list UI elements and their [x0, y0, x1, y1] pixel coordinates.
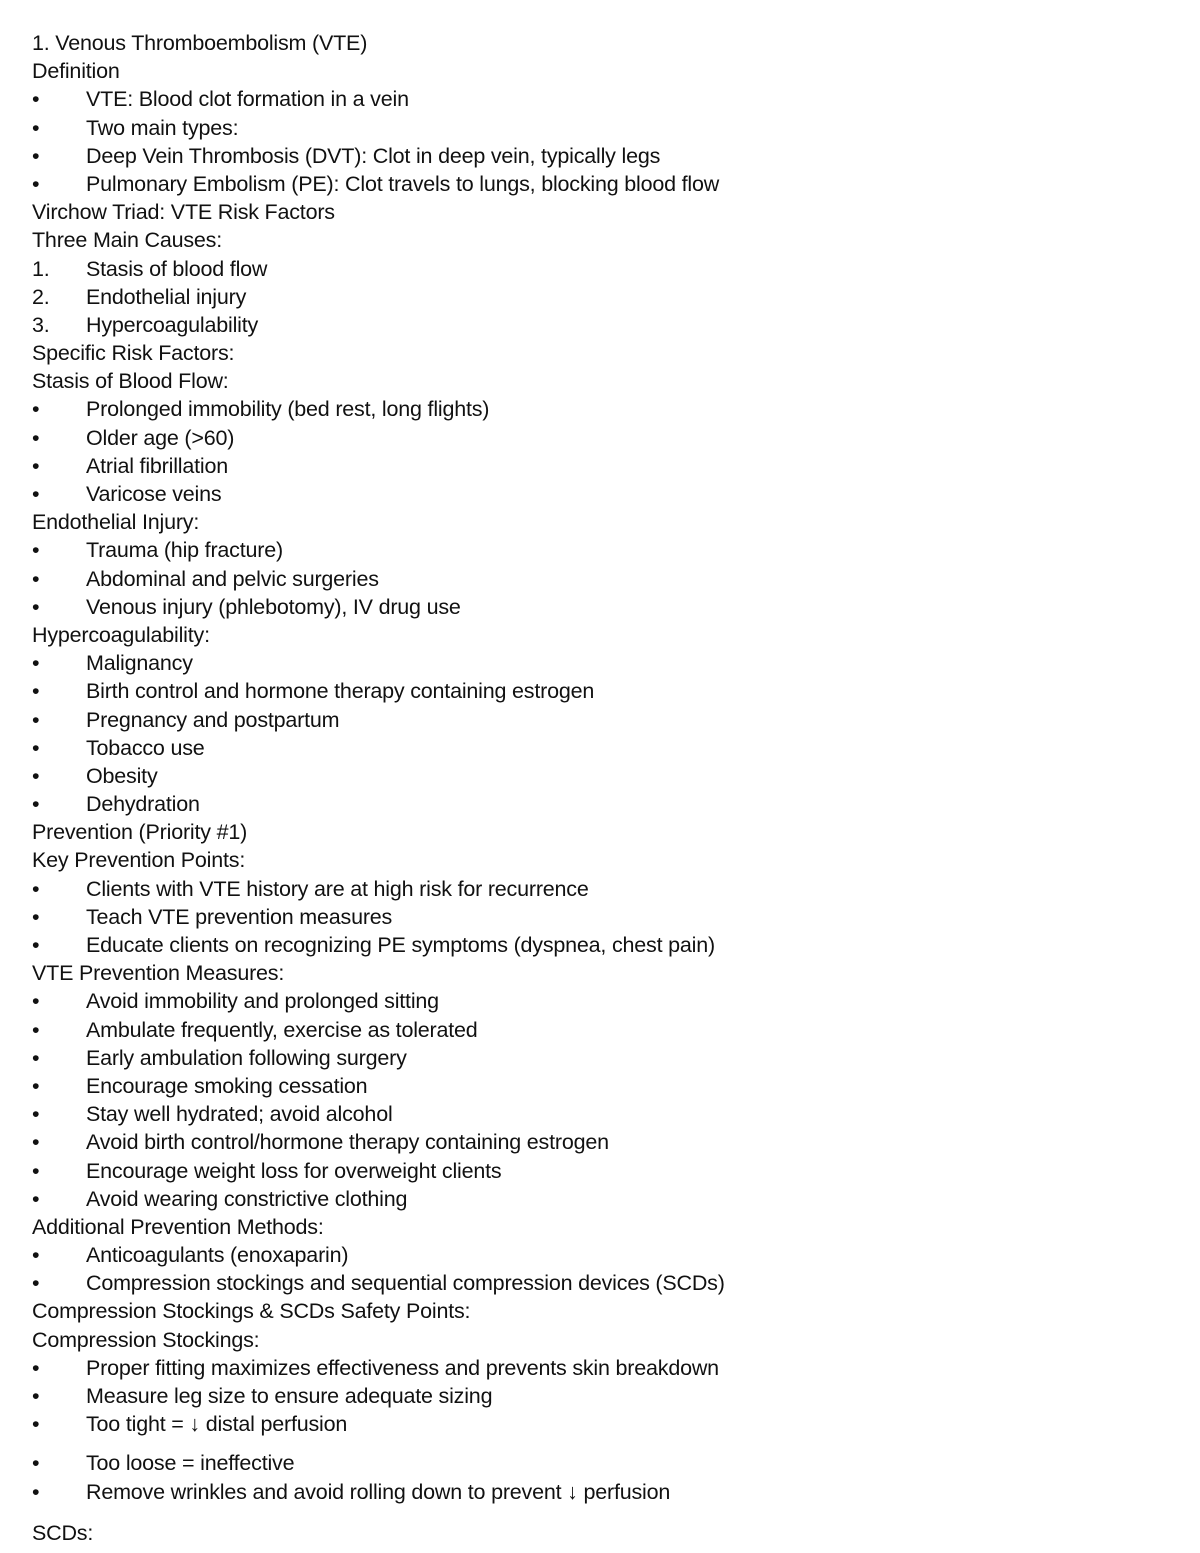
bullet-item	[32, 1354, 1182, 1382]
list-item-text: Deep Vein Thrombosis (DVT): Clot in deep vein, typically legs	[86, 143, 661, 168]
bullet-item	[32, 1016, 1182, 1044]
bullet-item	[32, 903, 1182, 931]
bullet-item	[32, 1410, 1182, 1438]
bullet-item	[32, 734, 1182, 762]
bullet-item	[32, 1449, 1182, 1477]
list-item-text: Compression stockings and sequential compression devices (SCDs)	[86, 1271, 725, 1296]
bullet-item	[32, 424, 1182, 452]
bullet-item	[32, 1269, 1182, 1297]
bullet-marker: •	[32, 651, 40, 676]
bullet-item	[32, 706, 1182, 734]
bullet-marker: •	[32, 989, 40, 1014]
bullet-item	[32, 677, 1182, 705]
list-item-text: Obesity	[86, 763, 158, 788]
list-item-text: Abdominal and pelvic surgeries	[86, 566, 379, 591]
bullet-item	[32, 1241, 1182, 1269]
bullet-item	[32, 1478, 1182, 1506]
bullet-marker: •	[32, 1243, 40, 1268]
section-heading: Endothelial Injury:	[32, 510, 200, 535]
numbered-item	[32, 283, 1182, 311]
bullet-marker: •	[32, 1186, 40, 1211]
section-heading: Virchow Triad: VTE Risk Factors	[32, 200, 335, 225]
bullet-marker: •	[32, 1158, 40, 1183]
list-item-text: VTE: Blood clot formation in a vein	[86, 87, 409, 112]
bullet-item	[32, 1044, 1182, 1072]
bullet-marker: •	[32, 453, 40, 478]
bullet-marker: •	[32, 1479, 40, 1504]
list-item-text: Avoid immobility and prolonged sitting	[86, 989, 439, 1014]
section-heading: Stasis of Blood Flow:	[32, 369, 229, 394]
list-item-text: Stasis of blood flow	[86, 256, 268, 281]
list-item-text: Prolonged immobility (bed rest, long flights)	[86, 397, 490, 422]
bullet-marker: •	[32, 763, 40, 788]
bullet-marker: •	[32, 904, 40, 929]
list-item-text: Encourage weight loss for overweight clients	[86, 1158, 502, 1183]
bullet-item	[32, 85, 1182, 113]
bullet-item	[32, 480, 1182, 508]
list-item-text: Clients with VTE history are at high risk for recurrence	[86, 876, 589, 901]
bullet-marker: •	[32, 1271, 40, 1296]
list-number: 1.	[32, 256, 50, 281]
bullet-item	[32, 593, 1182, 621]
bullet-marker: •	[32, 397, 40, 422]
bullet-marker: •	[32, 735, 40, 760]
list-item-text: Venous injury (phlebotomy), IV drug use	[86, 594, 461, 619]
list-item-text: Varicose veins	[86, 482, 222, 506]
list-item-text: Proper fitting maximizes effectiveness and prevents skin breakdown	[86, 1355, 719, 1380]
list-item-text: Stay well hydrated; avoid alcohol	[86, 1102, 393, 1127]
section-heading: SCDs:	[32, 1520, 94, 1545]
list-item-text: Birth control and hormone therapy containing estrogen	[86, 679, 595, 704]
list-item-text: Encourage smoking cessation	[86, 1073, 368, 1098]
bullet-marker: •	[32, 425, 40, 450]
list-item-text: Too tight = ↓ distal perfusion	[86, 1412, 348, 1437]
bullet-marker: •	[32, 679, 40, 704]
bullet-marker: •	[32, 1384, 40, 1408]
bullet-item	[32, 536, 1182, 564]
bullet-marker: •	[32, 1102, 40, 1127]
list-item-text: Avoid wearing constrictive clothing	[86, 1186, 408, 1211]
bullet-item	[32, 762, 1182, 790]
list-item-text: Dehydration	[86, 792, 200, 817]
bullet-item	[32, 114, 1182, 142]
bullet-item	[32, 1100, 1182, 1128]
section-heading: VTE Prevention Measures:	[32, 961, 285, 986]
bullet-item	[32, 565, 1182, 593]
list-item-text: Hypercoagulability	[86, 312, 259, 337]
bullet-item	[32, 452, 1182, 480]
bullet-marker: •	[32, 707, 40, 732]
list-item-text: Older age (>60)	[86, 425, 235, 450]
bullet-item	[32, 931, 1182, 959]
bullet-marker: •	[32, 566, 40, 591]
bullet-marker: •	[32, 1451, 40, 1476]
list-item-text: Malignancy	[86, 651, 193, 676]
bullet-marker: •	[32, 143, 40, 168]
bullet-marker: •	[32, 1017, 40, 1042]
bullet-marker: •	[32, 594, 40, 619]
section-heading: Specific Risk Factors:	[32, 341, 235, 366]
list-item-text: Avoid birth control/hormone therapy containing estrogen	[86, 1130, 609, 1155]
list-item-text: Trauma (hip fracture)	[86, 538, 283, 563]
bullet-item	[32, 170, 1182, 198]
numbered-item	[32, 255, 1182, 283]
section-heading: Three Main Causes:	[32, 228, 222, 253]
bullet-marker: •	[32, 482, 40, 506]
bullet-marker: •	[32, 1412, 40, 1437]
bullet-marker: •	[32, 1130, 40, 1155]
bullet-item	[32, 1072, 1182, 1100]
bullet-item	[32, 790, 1182, 818]
bullet-marker: •	[32, 87, 40, 112]
section-heading: Definition	[32, 59, 120, 84]
document-body	[32, 29, 1182, 1547]
section-heading: Compression Stockings & SCDs Safety Points:	[32, 1299, 471, 1324]
section-heading: Compression Stockings:	[32, 1327, 260, 1352]
list-number: 2.	[32, 284, 50, 309]
list-item-text: Ambulate frequently, exercise as tolerated	[86, 1017, 478, 1042]
list-number: 3.	[32, 312, 50, 337]
numbered-item	[32, 311, 1182, 339]
list-item-text: Two main types:	[86, 115, 239, 140]
list-item-text: Too loose = ineffective	[86, 1451, 295, 1476]
bullet-marker: •	[32, 538, 40, 563]
list-item-text: Anticoagulants (enoxaparin)	[86, 1243, 349, 1268]
list-item-text: Educate clients on recognizing PE symptoms (dyspnea, chest pain)	[86, 933, 715, 957]
list-item-text: Early ambulation following surgery	[86, 1045, 407, 1070]
list-item-text: Endothelial injury	[86, 284, 247, 309]
list-item-text: Teach VTE prevention measures	[86, 904, 393, 929]
list-item-text: Pregnancy and postpartum	[86, 707, 340, 732]
bullet-item	[32, 1382, 1182, 1410]
list-item-text: Measure leg size to ensure adequate sizing	[86, 1384, 493, 1408]
bullet-item	[32, 649, 1182, 677]
bullet-marker: •	[32, 792, 40, 817]
section-heading: 1. Venous Thromboembolism (VTE)	[32, 31, 368, 55]
bullet-item	[32, 1157, 1182, 1185]
section-heading: Additional Prevention Methods:	[32, 1214, 324, 1239]
bullet-marker: •	[32, 171, 40, 196]
list-item-text: Pulmonary Embolism (PE): Clot travels to lungs, blocking blood flow	[86, 171, 720, 196]
bullet-item	[32, 142, 1182, 170]
bullet-item	[32, 875, 1182, 903]
bullet-marker: •	[32, 115, 40, 140]
bullet-marker: •	[32, 1045, 40, 1070]
list-item-text: Atrial fibrillation	[86, 453, 228, 478]
bullet-item	[32, 1128, 1182, 1156]
bullet-item	[32, 1185, 1182, 1213]
bullet-marker: •	[32, 1355, 40, 1380]
bullet-marker: •	[32, 933, 40, 957]
bullet-marker: •	[32, 876, 40, 901]
bullet-item	[32, 987, 1182, 1015]
section-heading: Hypercoagulability:	[32, 622, 210, 647]
section-heading: Prevention (Priority #1)	[32, 820, 248, 845]
bullet-item	[32, 395, 1182, 423]
list-item-text: Tobacco use	[86, 735, 205, 760]
section-heading: Key Prevention Points:	[32, 848, 246, 873]
bullet-marker: •	[32, 1073, 40, 1098]
list-item-text: Remove wrinkles and avoid rolling down to prevent ↓ perfusion	[86, 1479, 671, 1504]
